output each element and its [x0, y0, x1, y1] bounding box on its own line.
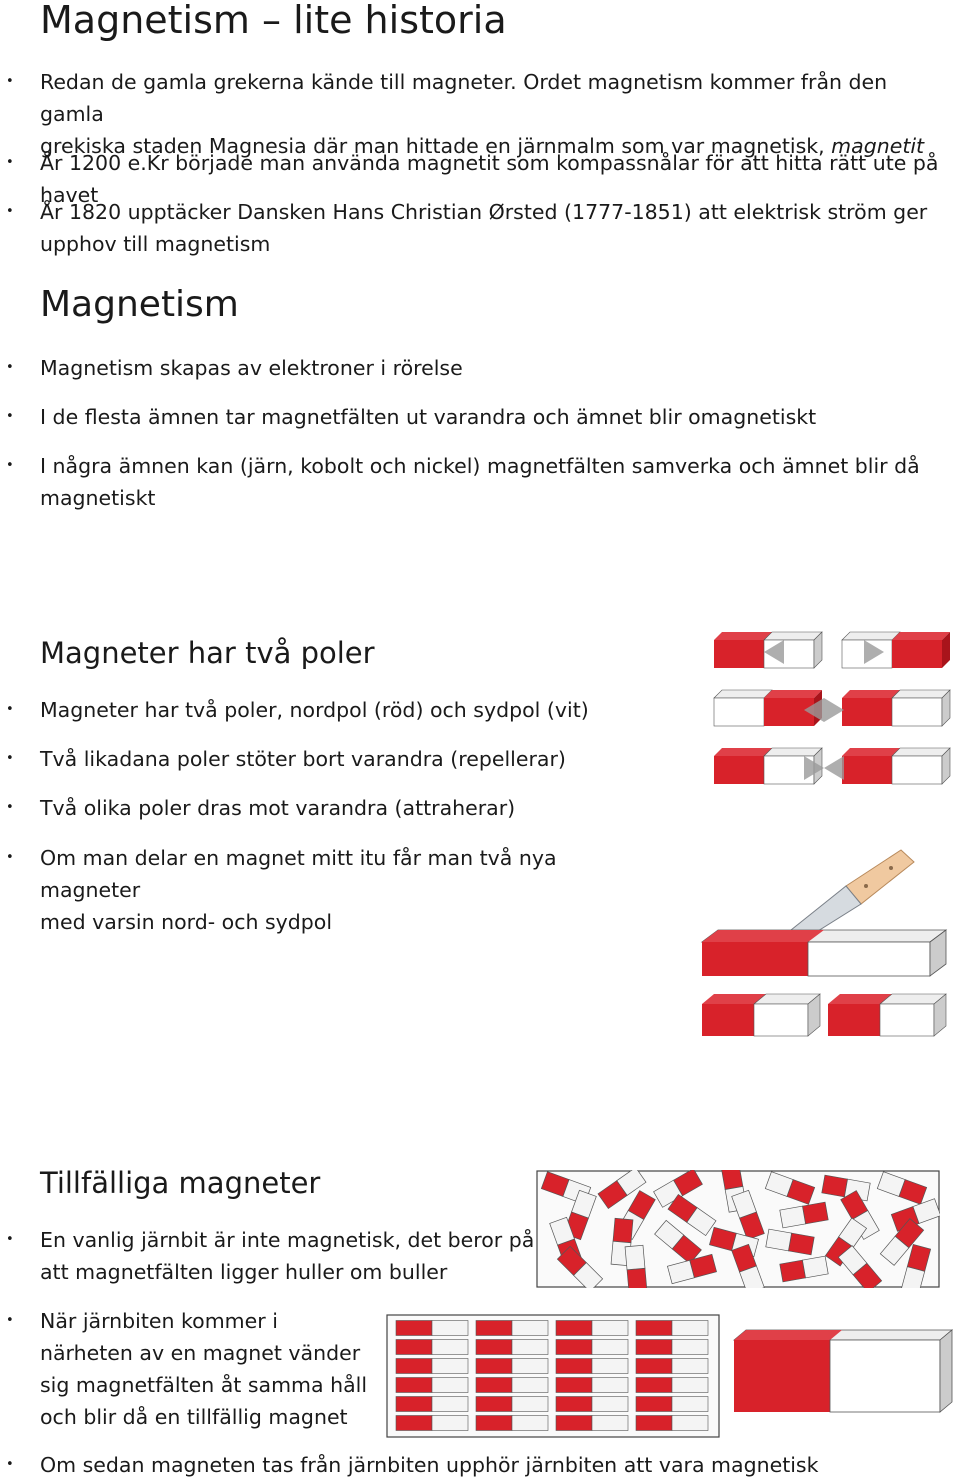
bullet-dot: • [6, 360, 14, 375]
bullet-dot: • [6, 1232, 14, 1247]
magnetism-bullet-1-text: Magnetism skapas av elektroner i rörelse [40, 356, 463, 380]
poles-bullet-2-text: Två likadana poler stöter bort varandra (repellerar) [40, 747, 566, 771]
title-two-poles: Magneter har två poler [40, 636, 375, 670]
bullet-dot: • [6, 751, 14, 766]
domain-block [396, 1378, 468, 1393]
domain-block [625, 1245, 647, 1288]
history-bullet-1-text: Redan de gamla grekerna kände till magneter. Ordet magnetism kommer från den gamla grekiska staden Magnesia där man hittade en järnmalm som var magnetisk, [40, 70, 888, 158]
domain-block [396, 1397, 468, 1412]
domain-block [396, 1359, 468, 1374]
bullet-dot: • [6, 204, 14, 219]
domain-block [636, 1397, 708, 1412]
random-domains-illustration [536, 1170, 940, 1288]
bullet-dot: • [6, 800, 14, 815]
domain-block [556, 1397, 628, 1412]
temp-bullet-3-text: Om sedan magneten tas från järnbiten upphör järnbiten att vara magnetisk [40, 1453, 819, 1477]
domain-block [636, 1416, 708, 1431]
history-bullet-2-text: År 1200 e.Kr började man använda magnetit som kompassnålar för att hitta rätt ute på havet [40, 151, 939, 207]
poles-bullet-3-text: Två olika poler dras mot varandra (attraherar) [40, 796, 516, 820]
domain-block [476, 1340, 548, 1355]
bullet-dot: • [6, 702, 14, 717]
domain-block [476, 1378, 548, 1393]
poles-bullet-1-text: Magneter har två poler, nordpol (röd) och sydpol (vit) [40, 698, 589, 722]
bullet-dot: • [6, 850, 14, 865]
domain-block [476, 1397, 548, 1412]
domain-block [476, 1359, 548, 1374]
bullet-dot: • [6, 409, 14, 424]
temp-bullet-1-text: En vanlig järnbit är inte magnetisk, det beror på att magnetfälten ligger huller om buller [40, 1228, 535, 1284]
bullet-dot: • [6, 1313, 14, 1328]
domain-block [476, 1416, 548, 1431]
poles-bullet-4-text: Om man delar en magnet mitt itu får man två nya magneter med varsin nord- och sydpol [40, 846, 557, 934]
domain-block [556, 1340, 628, 1355]
domain-block [476, 1321, 548, 1336]
history-bullet-1-emphasis: magnetit [831, 134, 925, 158]
magnetism-bullet-2-text: I de flesta ämnen tar magnetfälten ut varandra och ämnet blir omagnetiskt [40, 405, 817, 429]
bullet-dot: • [6, 458, 14, 473]
bullet-dot: • [6, 74, 14, 89]
temp-bullet-2-text: När järnbiten kommer i närheten av en magnet vänder sig magnetfälten åt samma håll och blir då en tillfällig magnet [40, 1309, 368, 1429]
domain-block [396, 1321, 468, 1336]
domain-block [636, 1378, 708, 1393]
bullet-dot: • [6, 1457, 14, 1472]
magnet-poles-illustration [712, 628, 958, 810]
domain-block [556, 1321, 628, 1336]
history-bullet-3-text: År 1820 upptäcker Dansken Hans Christian Ørsted (1777-1851) att elektrisk ström ger upphov till magnetism [40, 200, 928, 256]
bullet-dot: • [6, 155, 14, 170]
domain-block [556, 1416, 628, 1431]
magnetism-bullet-3-text: I några ämnen kan (järn, kobolt och nickel) magnetfälten samverka och ämnet blir då magnetiskt [40, 454, 920, 510]
history-bullet-1 [0, 66, 950, 158]
title-magnetism-history: Magnetism – lite historia [40, 0, 507, 42]
domain-block [556, 1378, 628, 1393]
domain-block [636, 1359, 708, 1374]
domain-block [636, 1340, 708, 1355]
domain-block [556, 1359, 628, 1374]
title-magnetism: Magnetism [40, 284, 239, 325]
bar-magnet-illustration [730, 1326, 956, 1418]
aligned-domains-illustration [386, 1314, 720, 1438]
domain-block [396, 1340, 468, 1355]
title-temporary-magnets: Tillfälliga magneter [40, 1166, 321, 1200]
domain-block [636, 1321, 708, 1336]
domain-block [396, 1416, 468, 1431]
magnet-cut-illustration [696, 846, 956, 1044]
